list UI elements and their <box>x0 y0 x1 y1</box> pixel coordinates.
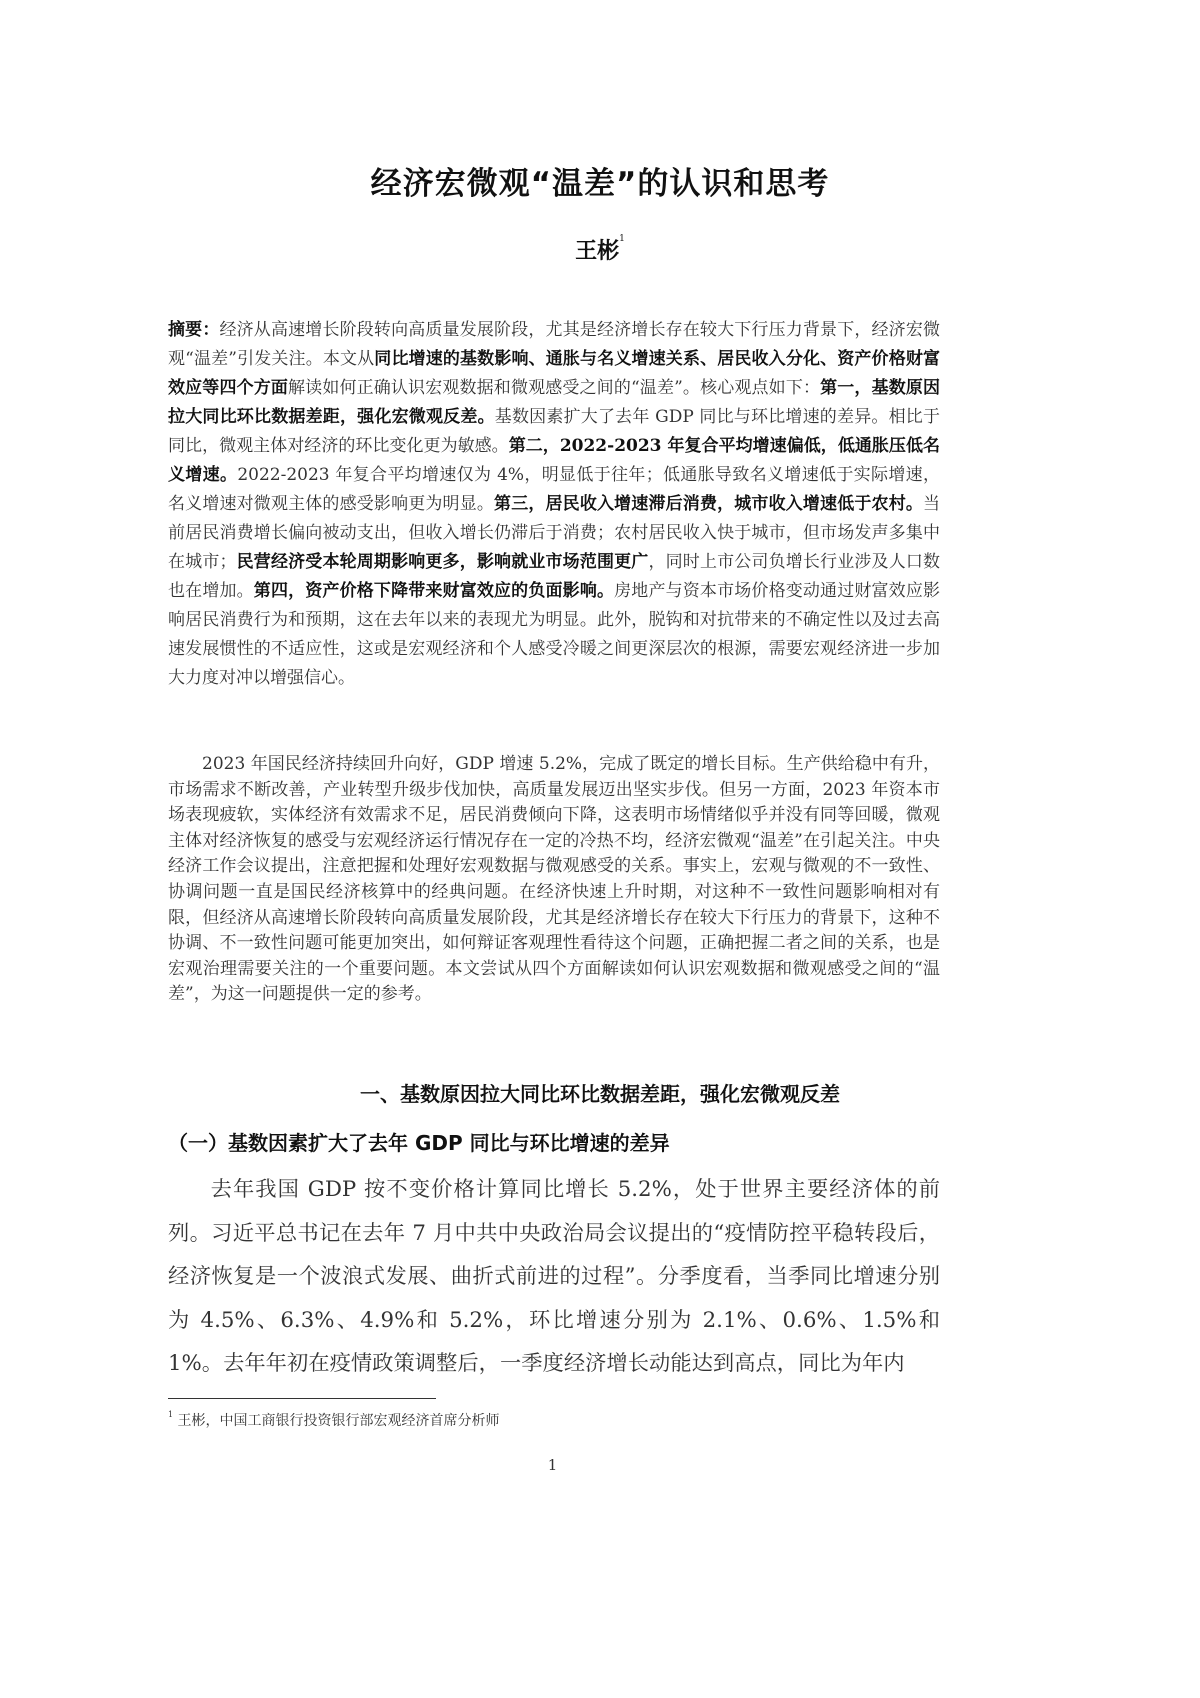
intro-paragraph: 2023 年国民经济持续回升向好，GDP 增速 5.2%，完成了既定的增长目标。生产供给稳中有升，市场需求不断改善，产业转型升级步伐加快，高质量发展迈出坚实步伐。但另一方面，2023 年资本市场表现疲软，实体经济有效需求不足，居民消费倾向下降，这表明市场情绪似乎并没有同等回暖，微观主体对经济恢复的感受与宏观经济运行情况存在一定的冷热不均，经济宏微观“温差”在引起关注。中央经济工作会议提出，注意把握和处理好宏观数据与微观感受的关系。事实上，宏观与微观的不一致性、协调问题一直是国民经济核算中的经典问题。在经济快速上升时期，对这种不一致性问题影响相对有限，但经济从高速增长阶段转向高质量发展阶段，尤其是经济增长存在较大下行压力的背景下，这种不协调、不一致性问题可能更加突出，如何辩证客观理性看待这个问题，正确把握二者之间的关系，也是宏观治理需要关注的一个重要问题。本文尝试从四个方面解读如何认识宏观数据和微观感受之间的“温差”，为这一问题提供一定的参考。 <box>168 754 940 1005</box>
abstract-text: 解读如何正确认识宏观数据和微观感受之间的“温差”。核心观点如下： <box>288 378 821 398</box>
author-name: 王彬 <box>575 238 620 264</box>
footnote <box>168 1410 940 1430</box>
author-line <box>0 234 1200 265</box>
abstract-text: 房地产与资本市场价格变动通过财富效应影响居民消费行为和预期，这在去年以来的表现尤为明显。此外，脱钩和对抗带来的不确定性以及过去高速发展惯性的不适应性，这或是宏观经济和个人感受冷暖之间更深层次的根源，需要宏观经济进一步加大力度对冲以增强信心。 <box>168 581 941 688</box>
footnote-mark: 1 <box>619 234 625 244</box>
page-number: 1 <box>547 1456 558 1474</box>
footnote-divider <box>168 1398 436 1399</box>
footnote-number: 1 <box>168 1410 174 1419</box>
abstract-bold: 民营经济受本轮周期影响更多，影响就业市场范围更广 <box>236 552 649 572</box>
footnote-text: 王彬，中国工商银行投资银行部宏观经济首席分析师 <box>177 1413 500 1429</box>
abstract-text: 经济从高速增长阶段转向高质量发展阶段，尤其是经济增长存在较大下行压力背景下，经济宏微观“温差”引发关注。本文从 <box>168 320 941 369</box>
abstract-point-3: 第三，居民收入增速滞后消费，城市收入增速低于农村。 <box>494 494 924 514</box>
body-paragraph: 去年我国 GDP 按不变价格计算同比增长 5.2%，处于世界主要经济体的前列。习近平总书记在去年 7 月中共中央政治局会议提出的“疫情防控平稳转段后，经济恢复是一个波浪式发展、曲折式前进的过程”。分季度看，当季同比增速分别为 4.5%、6.3%、4.9%和 5.2%，环比增速分别为 2.1%、0.6%、1.5%和 1%。去年年初在疫情政策调整后，一季度经济增长动能达到高点，同比为年内 <box>168 1177 940 1376</box>
section-heading: 一、基数原因拉大同比环比数据差距，强化宏微观反差 <box>360 1082 840 1106</box>
abstract-text: 基数因素扩大了去年 GDP 同比与环比增速的差异。相比于同比，微观主体对经济的环比变化更为敏感。 <box>168 407 940 456</box>
subsection-heading: （一）基数因素扩大了去年 GDP 同比与环比增速的差异 <box>168 1131 670 1155</box>
document-title: 经济宏微观“温差”的认识和思考 <box>370 166 830 202</box>
abstract-text: ，同时上市公司负增长行业涉及人口数也在增加。 <box>168 552 941 601</box>
abstract-text: 当前居民消费增长偏向被动支出，但收入增长仍滞后于消费；农村居民收入快于城市，但市场发声多集中在城市； <box>168 494 941 572</box>
abstract <box>168 316 940 693</box>
abstract-label: 摘要： <box>168 320 220 340</box>
abstract-bold: 同比增速的基数影响、通胀与名义增速关系、居民收入分化、资产价格财富效应等四个方面 <box>168 349 940 398</box>
abstract-point-4: 第四，资产价格下降带来财富效应的负面影响。 <box>253 581 615 601</box>
abstract-point-1: 第一，基数原因拉大同比环比数据差距，强化宏微观反差。 <box>168 378 941 427</box>
abstract-text: 2022-2023 年复合平均增速仅为 4%，明显低于往年；低通胀导致名义增速低于实际增速，名义增速对微观主体的感受影响更为明显。 <box>168 465 941 514</box>
abstract-point-2: 第二，2022-2023 年复合平均增速偏低，低通胀压低名义增速。 <box>168 436 940 485</box>
